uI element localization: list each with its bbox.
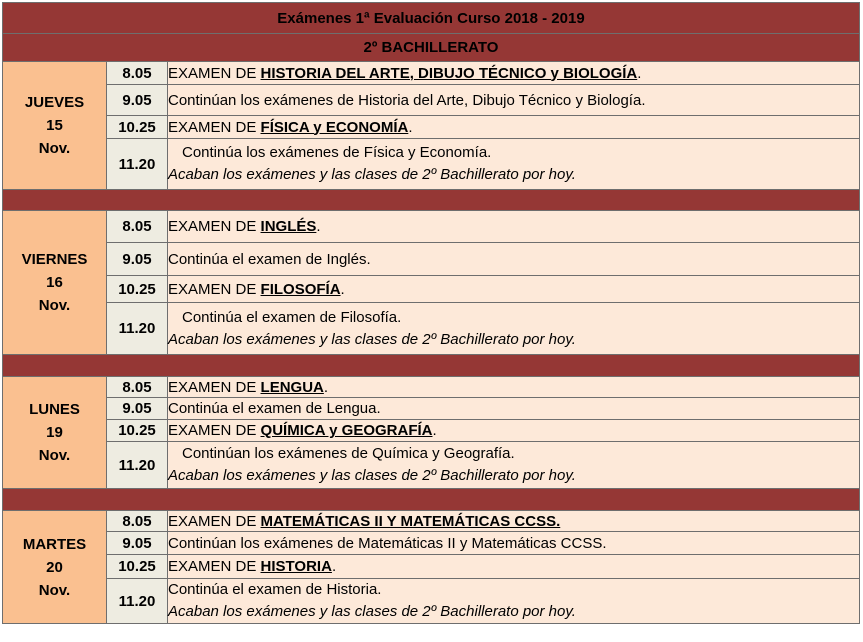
time-cell: 8.05 xyxy=(107,511,168,532)
continuation-cell: Continúan los exámenes de Matemáticas II y Matemáticas CCSS. xyxy=(168,532,860,555)
day-date: 19 xyxy=(46,424,63,441)
table-row xyxy=(3,62,860,85)
exam-cell xyxy=(168,276,860,303)
day-weekday: LUNES xyxy=(29,401,80,418)
exam-cell xyxy=(168,377,860,398)
table-row xyxy=(3,243,860,276)
period: . xyxy=(323,378,329,396)
day-cell xyxy=(3,62,107,190)
period: . xyxy=(637,64,642,82)
table-row xyxy=(3,303,860,355)
day-weekday: JUEVES xyxy=(24,94,85,111)
day-month: Nov. xyxy=(38,447,71,464)
continuation-text: Continúa el examen de Filosofía. xyxy=(182,308,402,326)
closing-note: Acaban los exámenes y las clases de 2º Bachillerato por hoy. xyxy=(168,603,576,620)
day-cell xyxy=(3,377,107,489)
day-month: Nov. xyxy=(38,297,71,314)
exam-prefix: EXAMEN DE xyxy=(168,280,257,298)
day-month: Nov. xyxy=(38,140,71,157)
exam-cell xyxy=(168,116,860,139)
time-cell: 8.05 xyxy=(107,211,168,243)
table-row xyxy=(3,532,860,555)
continuation-cell xyxy=(168,303,860,355)
period: . xyxy=(316,218,321,235)
time-cell: 10.25 xyxy=(107,276,168,303)
time-cell: 8.05 xyxy=(107,62,168,85)
exam-prefix: EXAMEN DE xyxy=(168,64,257,82)
exam-prefix: EXAMEN DE xyxy=(168,118,257,136)
time-cell: 10.25 xyxy=(107,116,168,139)
continuation-cell xyxy=(168,442,860,489)
exam-subject: FÍSICA y ECONOMÍA xyxy=(260,118,409,136)
time-cell: 11.20 xyxy=(107,579,168,624)
time-cell: 11.20 xyxy=(107,442,168,489)
time-cell: 11.20 xyxy=(107,303,168,355)
exam-subject: INGLÉS xyxy=(260,218,317,235)
table-row xyxy=(3,511,860,532)
exam-cell xyxy=(168,211,860,243)
exam-prefix: EXAMEN DE xyxy=(168,558,257,575)
day-weekday: VIERNES xyxy=(21,251,88,268)
exam-prefix: EXAMEN DE xyxy=(168,218,257,235)
separator xyxy=(3,190,860,211)
exam-prefix: EXAMEN DE xyxy=(168,378,257,396)
closing-note: Acaban los exámenes y las clases de 2º Bachillerato por hoy. xyxy=(168,330,576,348)
day-cell xyxy=(3,211,107,355)
time-cell: 10.25 xyxy=(107,420,168,442)
table-row xyxy=(3,276,860,303)
exam-cell xyxy=(168,420,860,442)
schedule-subtitle: 2º BACHILLERATO xyxy=(3,34,860,62)
continuation-text: Continúan los exámenes de Química y Geografía. xyxy=(182,445,515,462)
exam-cell xyxy=(168,555,860,579)
table-row xyxy=(3,442,860,489)
closing-note: Acaban los exámenes y las clases de 2º Bachillerato por hoy. xyxy=(168,166,576,183)
table-row xyxy=(3,139,860,190)
time-cell: 8.05 xyxy=(107,377,168,398)
exam-subject: HISTORIA xyxy=(260,558,332,575)
time-cell: 10.25 xyxy=(107,555,168,579)
day-date: 20 xyxy=(46,558,63,576)
schedule-title: Exámenes 1ª Evaluación Curso 2018 - 2019 xyxy=(3,3,860,34)
exam-prefix: EXAMEN DE xyxy=(168,422,257,439)
table-row xyxy=(3,555,860,579)
time-cell: 9.05 xyxy=(107,243,168,276)
separator-row xyxy=(3,489,860,511)
table-row xyxy=(3,116,860,139)
period: . xyxy=(432,422,437,439)
separator-row xyxy=(3,355,860,377)
continuation-text: Continúa los exámenes de Física y Economía. xyxy=(182,144,492,161)
day-date: 16 xyxy=(46,274,63,291)
period: . xyxy=(408,118,413,136)
continuation-cell xyxy=(168,139,860,190)
exam-cell xyxy=(168,511,860,532)
exam-subject: MATEMÁTICAS II Y MATEMÁTICAS CCSS. xyxy=(260,512,561,530)
table-row xyxy=(3,85,860,116)
exam-schedule-table xyxy=(2,2,860,624)
exam-subject: LENGUA xyxy=(260,378,324,396)
continuation-cell: Continúa el examen de Inglés. xyxy=(168,243,860,276)
exam-subject: HISTORIA DEL ARTE, DIBUJO TÉCNICO y BIOLOGÍA xyxy=(260,64,638,82)
subtitle-row xyxy=(3,34,860,62)
time-cell: 9.05 xyxy=(107,85,168,116)
continuation-cell: Continúan los exámenes de Historia del Arte, Dibujo Técnico y Biología. xyxy=(168,85,860,116)
exam-prefix: EXAMEN DE xyxy=(168,512,257,530)
table-row xyxy=(3,420,860,442)
closing-note: Acaban los exámenes y las clases de 2º Bachillerato por hoy. xyxy=(168,467,576,484)
table-row xyxy=(3,377,860,398)
continuation-cell: Continúa el examen de Lengua. xyxy=(168,398,860,420)
table-row xyxy=(3,579,860,624)
day-weekday: MARTES xyxy=(22,535,87,553)
time-cell: 9.05 xyxy=(107,398,168,420)
day-month: Nov. xyxy=(38,581,71,599)
time-cell: 9.05 xyxy=(107,532,168,555)
title-row xyxy=(3,3,860,34)
exam-subject: FILOSOFÍA xyxy=(260,280,341,298)
period: . xyxy=(331,558,337,575)
period: . xyxy=(340,280,345,298)
separator xyxy=(3,489,860,511)
continuation-text: Continúa el examen de Historia. xyxy=(168,581,382,598)
day-date: 15 xyxy=(46,117,63,134)
day-cell xyxy=(3,511,107,624)
table-row xyxy=(3,211,860,243)
continuation-cell xyxy=(168,579,860,624)
table-row xyxy=(3,398,860,420)
exam-subject: QUÍMICA y GEOGRAFÍA xyxy=(260,422,433,439)
separator-row xyxy=(3,190,860,211)
separator xyxy=(3,355,860,377)
time-cell: 11.20 xyxy=(107,139,168,190)
exam-cell xyxy=(168,62,860,85)
